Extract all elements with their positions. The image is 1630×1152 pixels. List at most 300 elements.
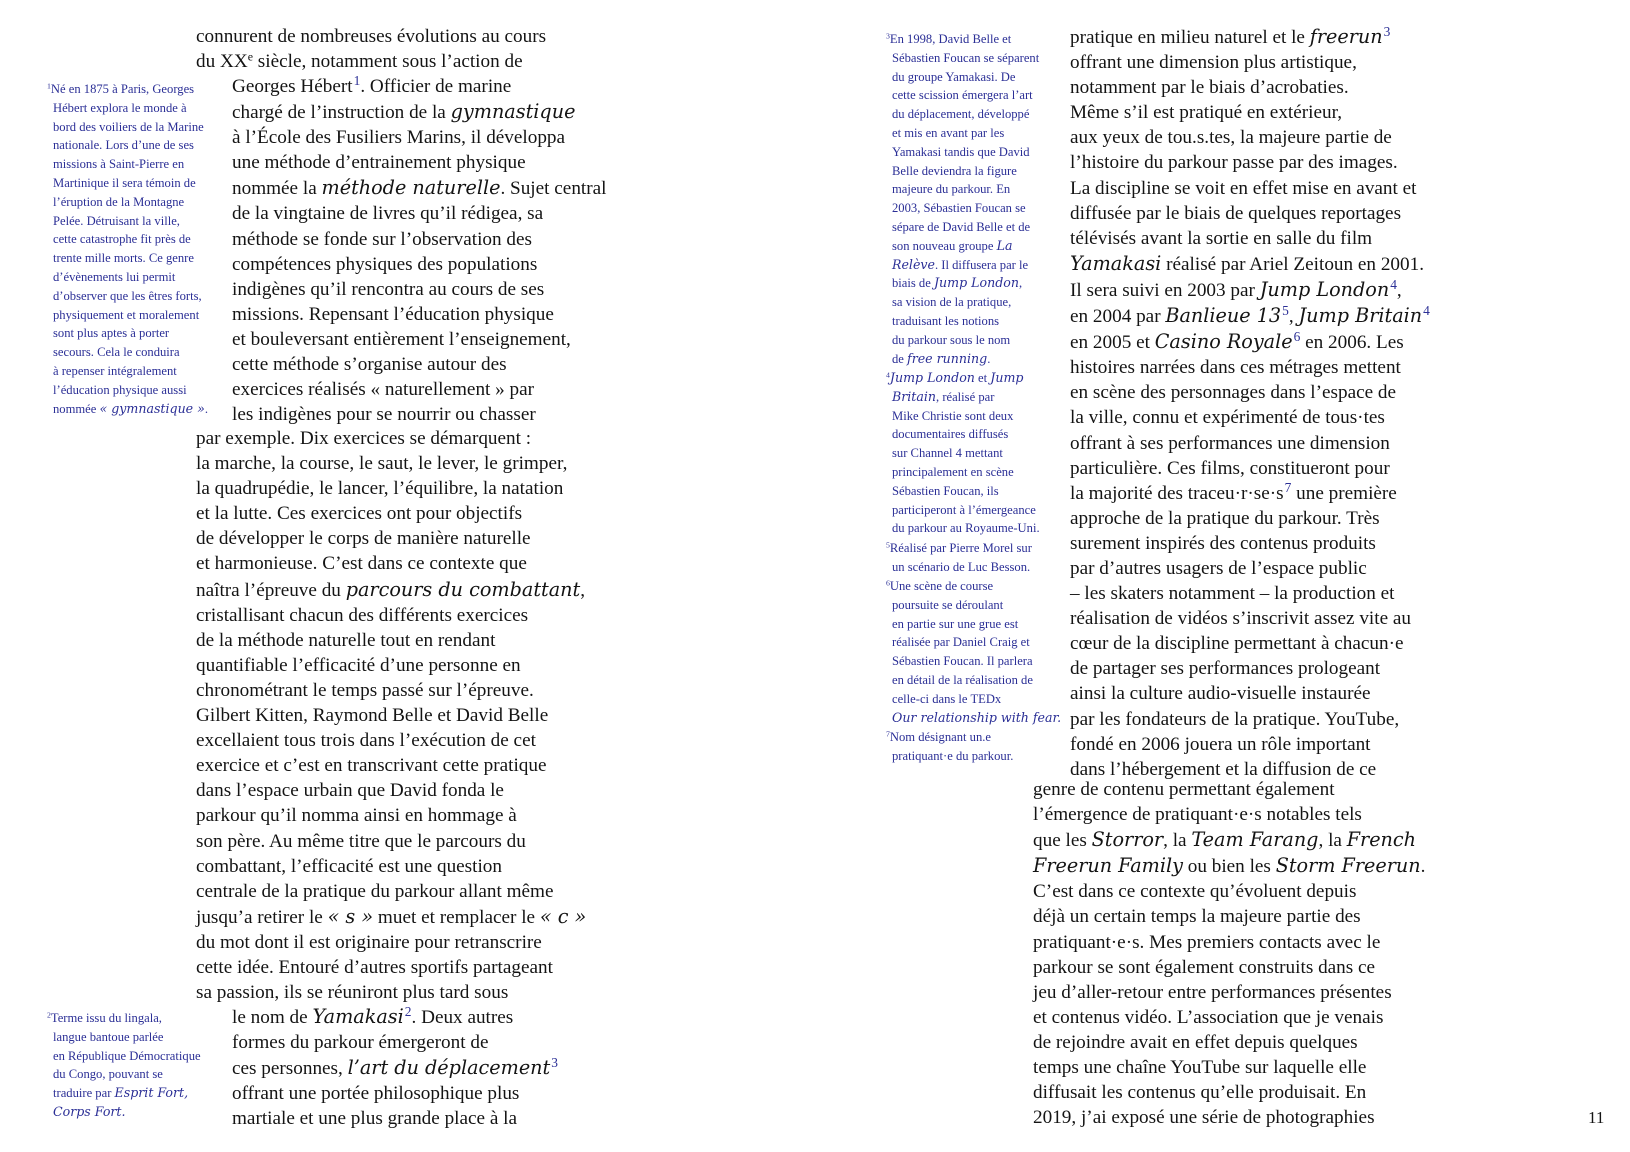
text-run: approche de la pratique du parkour. Très [1070,507,1380,529]
text-line [886,596,1061,615]
text-line [232,327,606,352]
footnote-reference: 5 [1282,303,1289,319]
italic-term: French [1346,828,1417,852]
text-run: cette idée. Entouré d’autres sportifs partageant [196,956,553,978]
text-run: de la méthode naturelle tout en rendant [196,629,496,651]
text-run: la quadrupédie, le lancer, l’équilibre, la natation [196,478,564,500]
text-run: majeure du parkour. En [892,182,1011,197]
text-line [1070,380,1430,405]
text-run: de la vingtaine de livres qu’il rédigea, sa [232,203,544,225]
text-line [47,362,208,381]
text-run: télévisés avant la sortie en salle du film [1070,227,1373,249]
text-line [886,671,1061,690]
text-line [47,1065,201,1084]
text-line [886,690,1061,709]
text-line [1070,226,1430,251]
text-line [1033,853,1425,879]
text-run: Une scène de course [889,579,994,593]
text-line [1033,1030,1425,1055]
left-main-text-block-1 [196,24,546,74]
italic-term: Yamakasi [312,1005,404,1028]
text-run: un scénario de Luc Besson. [892,559,1031,574]
text-line [196,854,586,879]
text-run: siècle, notamment sous l’action de [252,51,523,73]
text-line [232,74,606,99]
footnote-6 [886,577,1061,727]
text-line [1033,1005,1425,1030]
text-line [886,369,1040,388]
text-line [196,603,586,628]
superscript: 1 [47,81,51,91]
text-run: , la [1318,830,1347,852]
text-line [1070,456,1430,481]
text-run: En 1998, David Belle et [889,32,1012,46]
text-run: trente mille morts. Ce genre [53,251,194,266]
text-run: du parkour sous le nom [892,332,1011,347]
text-line [232,201,606,226]
text-line [1033,802,1425,827]
text-run: en République Démocratique [53,1048,201,1063]
text-line [886,312,1039,331]
italic-term: Team Farang [1191,828,1319,852]
text-run: à repenser intégralement [53,363,177,378]
superscript: 4 [886,370,890,380]
text-run: offrant une portée philosophique plus [232,1083,520,1105]
italic-term: Jump London [889,370,975,385]
text-run: Sébastien Foucan, ils [892,483,999,498]
text-run: sa passion, ils se réuniront plus tard sous [196,982,509,1004]
text-line [232,150,606,175]
text-line [1070,125,1430,150]
text-run: poursuite se déroulant [892,597,1004,612]
left-main-text-block-2 [232,74,606,427]
text-run: en 2005 et [1070,332,1155,354]
text-line [196,551,586,576]
text-line [232,302,606,327]
text-run: ou bien les [1182,856,1276,878]
text-line [232,377,606,402]
text-run: Gilbert Kitten, Raymond Belle et David Belle [196,705,549,727]
text-line [886,68,1039,87]
italic-term: freerun [1309,25,1383,48]
text-run: surement inspirés des contenus produits [1070,532,1376,554]
text-line [1070,681,1430,706]
text-line [1070,201,1430,226]
italic-term: « c » [539,904,587,928]
text-run: Il sera suivi en 2003 par [1070,279,1260,301]
text-line [47,80,208,99]
text-run: genre de contenu permettant également [1033,779,1335,800]
text-run: et contenus vidéo. L’association que je venais [1033,1006,1384,1028]
text-run: et harmonieuse. C’est dans ce contexte que [196,553,527,575]
text-line [196,703,586,728]
italic-term: Storror [1091,828,1164,852]
text-line [886,463,1040,482]
text-run: de rejoindre avait en effet depuis quelques [1033,1031,1358,1053]
text-run: missions à Saint-Pierre en [53,157,185,172]
text-line [47,287,208,306]
text-line [232,1030,558,1055]
text-line [886,86,1039,105]
text-line [1070,251,1430,277]
text-line [886,274,1039,293]
italic-term: Our relationship with fear. [892,709,1062,725]
text-line [47,306,208,325]
text-run: que les [1033,830,1092,852]
text-line [232,227,606,252]
text-line [47,1009,201,1028]
text-line [47,268,208,287]
text-line [1070,50,1430,75]
text-line [886,709,1061,728]
text-line [196,476,586,501]
text-line [886,388,1040,407]
text-line [886,615,1061,634]
text-line [1070,303,1430,329]
text-run: parkour se sont également construits dans ce [1033,956,1376,978]
text-run: le nom de [232,1007,313,1028]
text-line [886,633,1061,652]
text-run: notamment par le biais d’acrobaties. [1070,77,1349,99]
text-run: pratiquant·e du parkour. [892,748,1014,763]
text-run: exercice et c’est en transcrivant cette pratique [196,755,547,777]
text-line [232,277,606,302]
text-run: et mis en avant par les [892,125,1005,140]
text-line [196,753,586,778]
text-line [47,118,208,137]
italic-term: Jump Britain [1298,304,1423,328]
text-line [47,381,208,400]
text-line [886,425,1040,444]
text-line [886,407,1040,426]
text-run: celle-ci dans le TEDx [892,691,1002,706]
italic-term: méthode naturelle [321,176,501,200]
text-run: Mike Christie sont deux [892,408,1014,423]
text-line [1070,581,1430,606]
text-line [886,747,1013,766]
text-run: par d’autres usagers de l’espace public [1070,557,1367,579]
text-run: une première [1291,482,1397,504]
text-line [886,124,1039,143]
text-run: réalisé par Ariel Zeitoun en 2001. [1161,253,1424,275]
text-run: La discipline se voit en effet mise en avant et [1070,177,1417,199]
text-run: connurent de nombreuses évolutions au cours [196,26,547,47]
italic-term: Jump London [1259,277,1390,301]
text-run: une méthode d’entrainement physique [232,152,526,174]
text-run: de partager ses performances prologeant [1070,658,1381,680]
text-line [196,49,546,74]
text-line [1070,329,1430,355]
text-line [232,175,606,201]
text-run: excellaient tous trois dans l’exécution de cet [196,730,536,752]
text-line [1033,955,1425,980]
italic-term: Casino Royale [1154,330,1293,354]
text-line [196,628,586,653]
text-run: par les fondateurs de la pratique. YouTube, [1070,708,1400,730]
text-run: et [974,371,991,385]
italic-term: Jump [990,370,1024,385]
text-line [47,1047,201,1066]
text-line [1070,556,1430,581]
text-run: 2003, Sébastien Foucan se [892,201,1026,216]
text-line [47,1084,201,1103]
text-line [1033,1055,1425,1080]
text-run: temps une chaîne YouTube sur laquelle elle [1033,1057,1367,1079]
italic-term: free running [907,350,988,366]
text-run: la majorité des traceu·r·se·s [1070,482,1284,504]
text-run: Nom désignant un.e [889,730,991,744]
text-run: . [1420,856,1426,878]
text-line [232,99,606,125]
text-line [232,1004,558,1030]
text-run: méthode se fonde sur l’observation des [232,228,532,250]
text-run: secours. Cela le conduira [53,345,180,360]
text-run: son père. Au même titre que le parcours du [196,830,526,852]
text-run: . [987,351,991,366]
italic-term: Banlieue 13 [1165,304,1282,328]
text-run: Réalisé par Pierre Morel sur [889,541,1032,555]
footnote-reference: 4 [1423,303,1430,319]
text-run: et la lutte. Ces exercices ont pour objectifs [196,503,523,525]
text-run: documentaires diffusés [892,427,1009,442]
text-run: indigènes qu’il rencontra au cours de ses [232,278,545,300]
text-line [47,400,208,419]
italic-term: « s » [327,904,374,928]
text-run: diffusée par le biais de quelques reportages [1070,202,1402,224]
text-run: réalisation de vidéos s’inscrivit assez vite au [1070,608,1412,630]
text-line [886,105,1039,124]
text-run: particulière. Ces films, constitueront pour [1070,457,1390,479]
text-line [886,350,1039,369]
text-line [1070,506,1430,531]
text-line [886,482,1040,501]
text-run: jusqu’a retirer le [196,906,328,928]
italic-term: l’art du déplacement [347,1056,551,1080]
text-run: son nouveau groupe [892,238,997,253]
text-run: missions. Repensant l’éducation physique [232,303,554,325]
text-run: du parkour au Royaume-Uni. [892,521,1040,536]
text-line [196,803,586,828]
italic-term: Esprit Fort, [114,1085,189,1101]
superscript: 3 [886,31,890,41]
text-run: en 2006. Les [1300,332,1404,354]
text-run: . [204,401,209,416]
italic-term: Jump London [933,275,1019,291]
italic-term: « gymnastique » [99,400,205,416]
text-run: par exemple. Dix exercices se démarquent : [196,428,532,449]
text-line [196,501,586,526]
text-line [196,879,586,904]
italic-term: Relève [892,256,935,272]
superscript: e [247,49,253,64]
text-line [1070,405,1430,430]
text-run: sont plus aptes à porter [53,326,170,341]
text-run: la ville, connu et expérimenté de tous·tes [1070,407,1385,429]
text-line [1070,631,1430,656]
text-line [232,1081,558,1106]
text-run: Georges Hébert [232,76,353,97]
text-run: jeu d’aller-retour entre performances présentes [1033,981,1392,1003]
text-run: nommée la [232,178,322,200]
text-line [47,136,208,155]
text-line [1070,707,1430,732]
text-run: la marche, la course, le saut, le lever, le grimper, [196,453,568,475]
text-line [1033,827,1425,853]
text-line [196,778,586,803]
text-run: dans l’hébergement et la diffusion de ce [1070,758,1377,780]
text-run: Belle deviendra la figure [892,163,1017,178]
text-line [232,402,606,427]
text-run: quantifiable l’efficacité d’une personne en [196,654,521,676]
text-run: Yamakasi tandis que David [892,144,1030,159]
text-line [47,324,208,343]
text-line [47,1103,201,1122]
text-run: sépare de David Belle et de [892,219,1031,234]
text-run: de développer le corps de manière naturelle [196,528,531,550]
text-line [196,955,586,980]
text-run: biais de [892,276,934,291]
text-run: martiale et une plus grande place à la [232,1108,518,1130]
text-run: chronométrant le temps passé sur l’épreuve. [196,679,534,701]
text-run: cette scission émergera l’art [892,88,1033,103]
text-line [47,1028,201,1047]
text-line [47,249,208,268]
page-number: 11 [1588,1108,1605,1127]
text-line [886,577,1061,596]
text-run: cette catastrophe fit près de [53,232,191,247]
text-line [1070,732,1430,757]
text-line [196,904,586,930]
text-run: l’éruption de la Montagne [53,194,185,209]
text-run: déjà un certain temps la majeure partie des [1033,906,1361,928]
right-main-text-block-1 [1070,24,1430,782]
text-line [886,162,1039,181]
text-line [886,293,1039,312]
text-run: , [580,579,586,601]
footnote-reference: 2 [404,1004,412,1020]
text-run: Même s’il est pratiqué en extérieur, [1070,102,1343,124]
text-line [1033,904,1425,929]
text-run: . Il diffusera par le [934,257,1029,272]
footnote-3 [886,30,1039,368]
text-line [886,30,1039,49]
text-run: langue bantoue parlée [53,1029,164,1044]
text-run: l’histoire du parkour passe par des images. [1070,152,1398,174]
text-line [47,212,208,231]
text-line [886,652,1061,671]
left-main-text-block-4 [232,1004,558,1131]
text-run: offrant à ses performances une dimension [1070,432,1390,454]
text-line [232,125,606,150]
text-run: physiquement et moralement [53,307,200,322]
text-run: parkour qu’il nomma ainsi en hommage à [196,805,517,827]
text-run: de [892,351,908,366]
text-line [1070,100,1430,125]
italic-term: Yamakasi [1070,251,1162,275]
text-line [1070,75,1430,100]
text-line [1070,176,1430,201]
text-line [47,230,208,249]
text-line [232,1055,558,1081]
text-line [232,1106,558,1131]
text-line [886,501,1040,520]
text-line [886,218,1039,237]
text-line [886,180,1039,199]
text-run: formes du parkour émergeront de [232,1032,489,1054]
text-run: réalisée par Daniel Craig et [892,635,1030,650]
italic-term: Freerun Family [1033,854,1183,878]
text-run: . Sujet central [500,178,607,200]
text-run: participeront à l’émergeance [892,502,1036,517]
text-line [196,930,586,955]
text-run: , réalisé par [936,389,995,404]
text-run: en scène des personnages dans l’espace de [1070,382,1397,404]
text-run: aux yeux de tou.s.tes, la majeure partie de [1070,127,1392,149]
text-run: d’observer que les êtres forts, [53,288,202,303]
text-run: . Deux autres [411,1007,514,1028]
text-run: naîtra l’épreuve du [196,579,346,601]
superscript: 7 [886,729,890,739]
text-run: pratique en milieu naturel et le [1070,27,1310,48]
text-run: Sébastien Foucan. Il parlera [892,654,1033,669]
text-line [886,539,1032,558]
text-line [886,558,1032,577]
text-line [196,678,586,703]
text-run: Terme issu du lingala, [50,1011,162,1025]
text-line [47,99,208,118]
text-line [232,252,606,277]
text-run: , [1288,306,1299,328]
text-line [1033,777,1425,802]
text-run: en partie sur une grue est [892,616,1019,631]
text-run: compétences physiques des populations [232,253,538,275]
text-run: centrale de la pratique du parkour allant même [196,880,554,902]
text-run: offrant une dimension plus artistique, [1070,52,1357,74]
italic-term: Britain [892,388,937,404]
text-run: l’éducation physique aussi [53,382,187,397]
text-run: en 2004 par [1070,306,1166,328]
text-run: , [1018,276,1023,291]
text-run: – les skaters notamment – la production et [1070,583,1395,605]
text-run: Sébastien Foucan se séparent [892,50,1040,65]
text-run: . Officier de marine [360,76,512,97]
text-line [47,174,208,193]
text-run: cœur de la discipline permettant à chacun·e [1070,633,1404,655]
right-main-text-block-2 [1033,777,1425,1130]
text-line [886,256,1039,275]
text-line [1070,481,1430,506]
text-run: combattant, l’efficacité est une question [196,855,502,877]
text-line [1070,277,1430,303]
text-run: cristallisant chacun des différents exercices [196,604,529,626]
text-run: Né en 1875 à Paris, Georges [50,82,195,96]
text-run: à l’École des Fusiliers Marins, il développa [232,127,566,149]
text-line [196,451,586,476]
text-line [47,193,208,212]
text-line [1070,606,1430,631]
footnote-reference: 3 [1383,24,1391,40]
superscript: 5 [886,540,890,550]
text-line [47,343,208,362]
text-line [1033,1105,1425,1130]
text-line [1070,531,1430,556]
text-run: du Congo, pouvant se [53,1067,163,1082]
text-line [886,444,1040,463]
text-run: 2019, j’ai exposé une série de photographies [1033,1107,1375,1129]
footnote-reference: 1 [353,73,361,89]
text-line [196,526,586,551]
text-run: du XX [196,51,248,73]
